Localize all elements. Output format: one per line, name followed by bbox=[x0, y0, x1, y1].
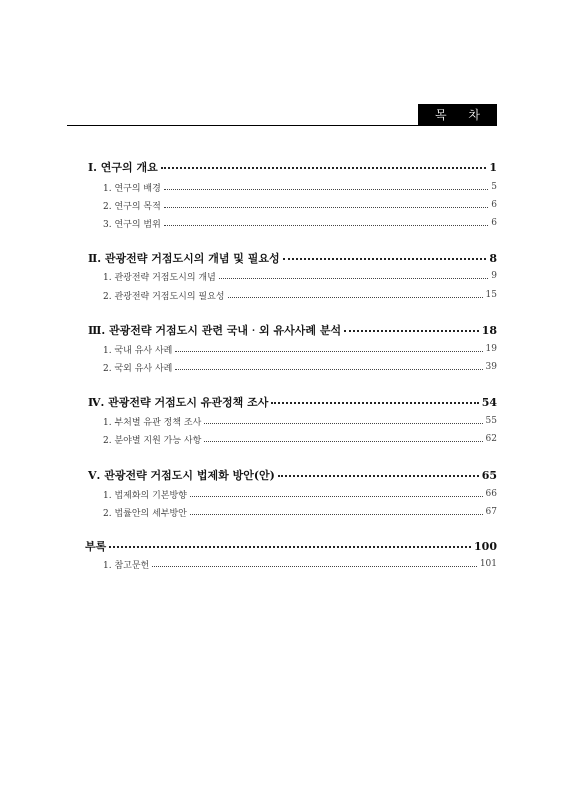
dot-leader bbox=[228, 297, 483, 298]
toc-section-1-3[interactable] bbox=[103, 215, 497, 231]
dot-leader bbox=[164, 189, 488, 190]
toc-chapter-title: Ⅴ. 관광전략 거점도시 법제화 방안(안) bbox=[88, 469, 275, 482]
toc-chapter-1[interactable] bbox=[88, 159, 497, 175]
dot-leader bbox=[271, 402, 478, 404]
toc-section-5-1[interactable] bbox=[103, 486, 497, 502]
toc-section-title: 1. 관광전략 거점도시의 개념 bbox=[103, 272, 216, 283]
toc-page-number: 19 bbox=[485, 344, 497, 354]
toc-section-3-1[interactable] bbox=[103, 341, 497, 357]
dot-leader bbox=[161, 167, 487, 169]
toc-page-number: 101 bbox=[479, 559, 497, 569]
dot-leader bbox=[109, 546, 471, 548]
toc-section-2-1[interactable] bbox=[103, 268, 497, 284]
toc-section-title: 1. 연구의 배경 bbox=[103, 183, 161, 194]
dot-leader bbox=[190, 514, 483, 515]
toc-section-title: 1. 참고문헌 bbox=[103, 560, 150, 571]
toc-section-4-1[interactable] bbox=[103, 413, 497, 429]
toc-page-number: 6 bbox=[491, 200, 497, 210]
toc-page-number: 15 bbox=[485, 290, 497, 300]
toc-section-title: 2. 관광전략 거점도시의 필요성 bbox=[103, 291, 225, 302]
toc-section-title: 2. 분야별 지원 가능 사항 bbox=[103, 435, 202, 446]
dot-leader bbox=[204, 441, 482, 442]
toc-chapter-4[interactable] bbox=[88, 394, 497, 410]
toc-page-number: 67 bbox=[485, 507, 497, 517]
toc-chapter-3[interactable] bbox=[88, 322, 497, 338]
toc-section-title: 2. 법률안의 세부방안 bbox=[103, 508, 187, 519]
toc-appendix-section-1[interactable] bbox=[103, 556, 497, 572]
dot-leader bbox=[175, 369, 482, 370]
toc-page-number: 6 bbox=[491, 218, 497, 228]
toc-appendix-title: 부록 bbox=[85, 540, 107, 553]
toc-section-title: 2. 국외 유사 사례 bbox=[103, 363, 173, 374]
toc-section-1-1[interactable] bbox=[103, 179, 497, 195]
toc-section-3-2[interactable] bbox=[103, 359, 497, 375]
toc-chapter-title: Ⅲ. 관광전략 거점도시 관련 국내‧외 유사사례 분석 bbox=[88, 324, 342, 337]
toc-section-title: 1. 부처별 유관 정책 조사 bbox=[103, 417, 202, 428]
dot-leader bbox=[190, 496, 483, 497]
toc-page-number: 1 bbox=[489, 160, 497, 174]
dot-leader bbox=[219, 278, 488, 279]
toc-page-number: 9 bbox=[491, 271, 497, 281]
toc-chapter-title: Ⅱ. 관광전략 거점도시의 개념 및 필요성 bbox=[88, 252, 280, 265]
toc-header-title: 목 차 bbox=[418, 104, 497, 126]
toc-section-5-2[interactable] bbox=[103, 504, 497, 520]
toc-chapter-title: Ⅰ. 연구의 개요 bbox=[88, 161, 158, 174]
toc-section-title: 3. 연구의 범위 bbox=[103, 219, 161, 230]
dot-leader bbox=[175, 351, 482, 352]
dot-leader bbox=[344, 330, 479, 332]
toc-page-number: 8 bbox=[489, 251, 497, 265]
toc-page-number: 54 bbox=[481, 395, 497, 409]
toc-section-title: 1. 국내 유사 사례 bbox=[103, 345, 173, 356]
toc-section-title: 1. 법제화의 기본방향 bbox=[103, 490, 187, 501]
toc-appendix[interactable] bbox=[85, 538, 497, 554]
toc-chapter-5[interactable] bbox=[88, 467, 497, 483]
toc-section-title: 2. 연구의 목적 bbox=[103, 201, 161, 212]
toc-chapter-2[interactable] bbox=[88, 250, 497, 266]
toc-page-number: 65 bbox=[481, 468, 497, 482]
dot-leader bbox=[164, 207, 488, 208]
toc-page-number: 55 bbox=[485, 416, 497, 426]
toc-section-1-2[interactable] bbox=[103, 197, 497, 213]
toc-chapter-title: Ⅳ. 관광전략 거점도시 유관정책 조사 bbox=[88, 396, 269, 409]
dot-leader bbox=[164, 225, 488, 226]
dot-leader bbox=[283, 258, 487, 260]
toc-page-number: 39 bbox=[485, 362, 497, 372]
toc-page-number: 62 bbox=[485, 434, 497, 444]
toc-page-number: 5 bbox=[491, 182, 497, 192]
toc-page-number: 66 bbox=[485, 489, 497, 499]
dot-leader bbox=[278, 475, 479, 477]
toc-page-number: 100 bbox=[474, 539, 497, 553]
toc-section-2-2[interactable] bbox=[103, 287, 497, 303]
dot-leader bbox=[204, 423, 482, 424]
toc-page-number: 18 bbox=[481, 323, 497, 337]
toc-section-4-2[interactable] bbox=[103, 431, 497, 447]
dot-leader bbox=[152, 566, 477, 567]
